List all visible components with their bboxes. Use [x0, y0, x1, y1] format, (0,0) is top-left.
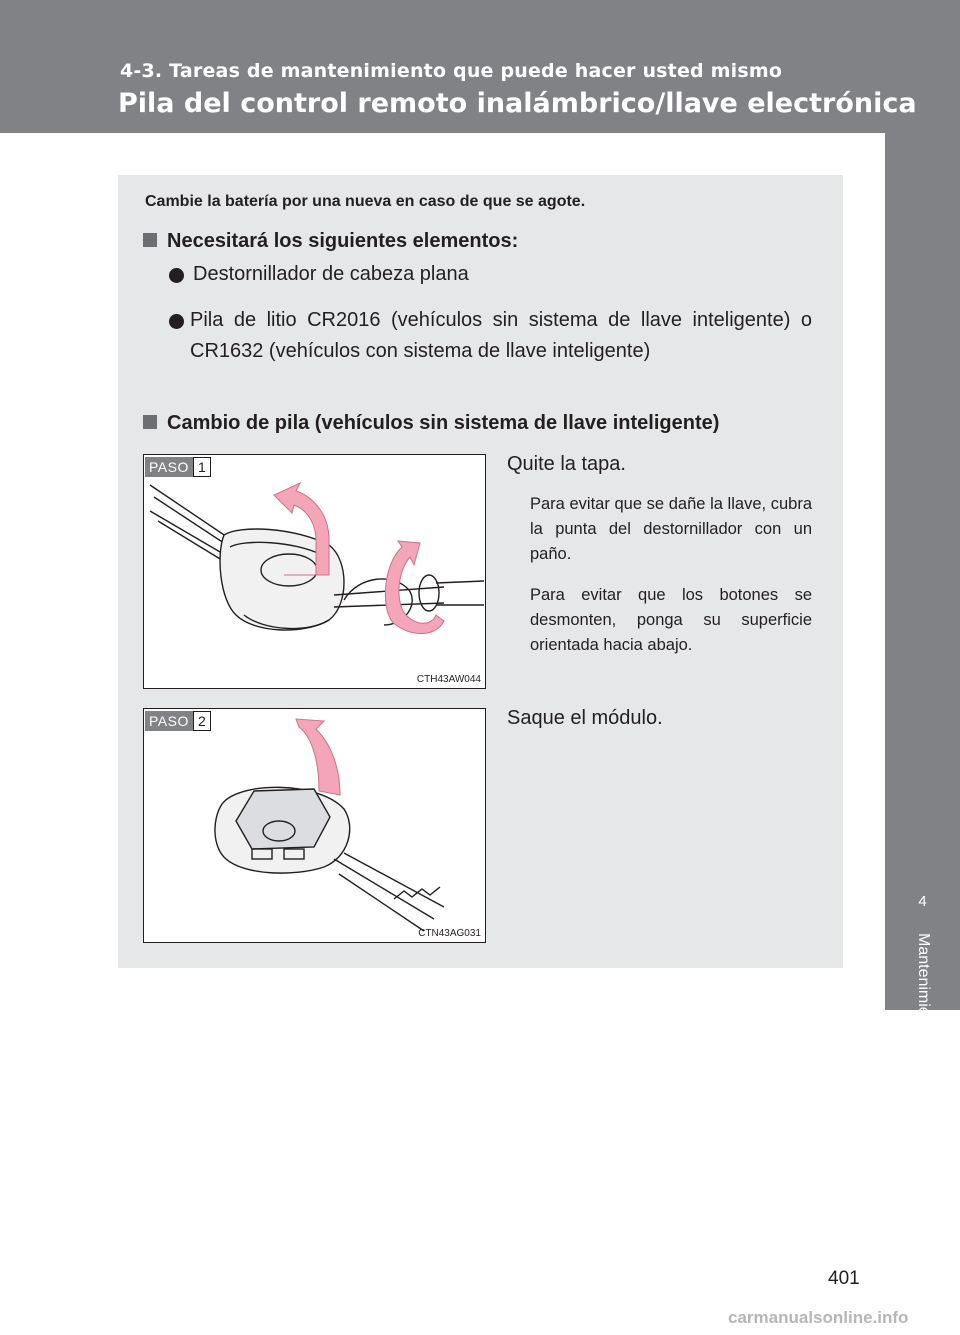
change-heading — [143, 412, 719, 435]
chapter-label: Mantenimiento y cuidados — [915, 933, 932, 1119]
page-title: Pila del control remoto inalámbrico/llave electrónica — [118, 88, 917, 119]
step1-note: Para evitar que se dañe la llave, cubra la punta del destornillador con un paño. — [530, 495, 812, 563]
items-heading-text: Necesitará los siguientes elementos: — [167, 230, 519, 252]
watermark[interactable]: carmanualsonline.info — [728, 1308, 909, 1327]
step-badge-number: 1 — [193, 457, 211, 477]
step1-note: Para evitar que los botones se desmonten, ponga su superficie orientada hacia abajo. — [530, 586, 812, 654]
figure-code: CTH43AW044 — [416, 674, 481, 685]
list-item: Destornillador de cabeza plana — [193, 263, 469, 285]
step-badge-word: PASO — [145, 711, 193, 731]
intro-text: Cambie la batería por una nueva en caso de que se agote. — [145, 193, 586, 210]
step2-title: Saque el módulo. — [507, 707, 663, 729]
step1-figure — [143, 454, 486, 689]
step2-figure — [143, 708, 486, 943]
page-number: 401 — [828, 1268, 860, 1289]
step-badge-number: 2 — [193, 711, 211, 731]
chapter-number: 4 — [918, 893, 927, 910]
module-removal-illustration — [144, 709, 485, 942]
step-badge-word: PASO — [145, 457, 193, 477]
figure-code: CTN43AG031 — [418, 928, 481, 939]
step1-title: Quite la tapa. — [507, 453, 626, 475]
square-bullet-icon — [143, 415, 157, 429]
square-bullet-icon — [143, 233, 157, 247]
list-item: Pila de litio CR2016 (vehículos sin sistema de llave inteligente) o CR1632 (vehículos con sistema de llave inteligente) — [190, 309, 812, 362]
key-cover-removal-illustration — [144, 455, 485, 688]
header-band — [0, 0, 960, 133]
chapter-side-tab[interactable] — [885, 133, 960, 1119]
bullet-dot-icon — [169, 314, 184, 329]
section-label: 4-3. Tareas de mantenimiento que puede hacer usted mismo — [120, 60, 783, 82]
change-heading-text: Cambio de pila (vehículos sin sistema de llave inteligente) — [167, 412, 720, 434]
bullet-dot-icon — [169, 268, 184, 283]
items-heading — [143, 230, 518, 253]
